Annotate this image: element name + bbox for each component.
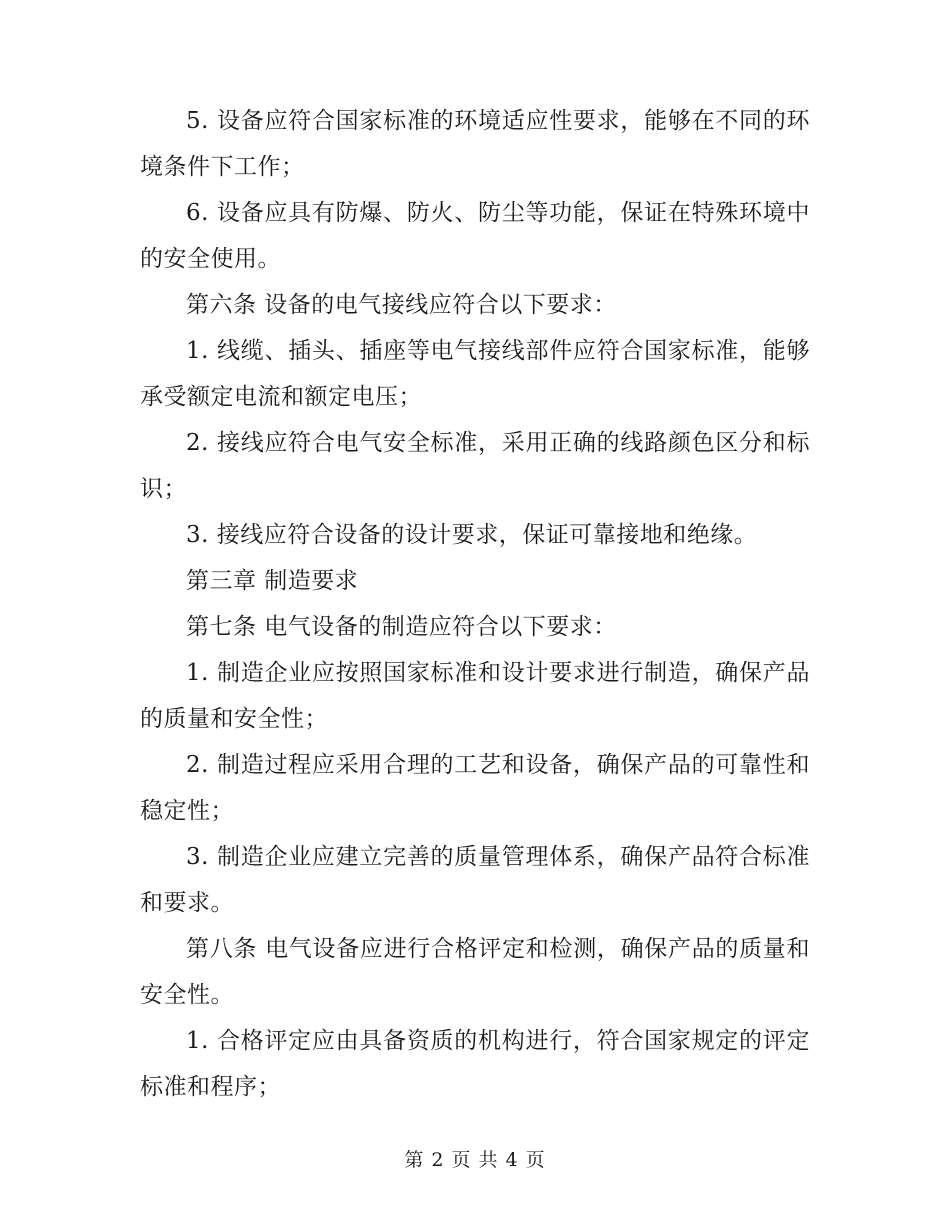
document-body: [140, 98, 810, 1110]
paragraph-article-8: 第八条 电气设备应进行合格评定和检测，确保产品的质量和安全性。: [140, 936, 810, 1008]
paragraph-article-7: 第七条 电气设备的制造应符合以下要求：: [186, 614, 617, 640]
paragraph-article-6: 第六条 设备的电气接线应符合以下要求：: [186, 292, 617, 318]
chapter-heading-3: 第三章 制造要求: [186, 568, 359, 594]
paragraph-assessment-item-1: 1. 合格评定应由具备资质的机构进行，符合国家规定的评定标准和程序；: [140, 1028, 810, 1100]
page-number-footer: 第 2 页 共 4 页: [404, 1149, 546, 1171]
paragraph-wiring-item-1: 1. 线缆、插头、插座等电气接线部件应符合国家标准，能够承受额定电流和额定电压；: [140, 338, 810, 410]
paragraph-item-5-environment: 5. 设备应符合国家标准的环境适应性要求，能够在不同的环境条件下工作；: [140, 108, 810, 180]
paragraph-wiring-item-3: 3. 接线应符合设备的设计要求，保证可靠接地和绝缘。: [186, 522, 758, 548]
paragraph-wiring-item-2: 2. 接线应符合电气安全标准，采用正确的线路颜色区分和标识；: [140, 430, 810, 502]
paragraph-manufacturing-item-3: 3. 制造企业应建立完善的质量管理体系，确保产品符合标准和要求。: [140, 844, 810, 916]
paragraph-manufacturing-item-2: 2. 制造过程应采用合理的工艺和设备，确保产品的可靠性和稳定性；: [140, 752, 810, 824]
paragraph-manufacturing-item-1: 1. 制造企业应按照国家标准和设计要求进行制造，确保产品的质量和安全性；: [140, 660, 810, 732]
paragraph-item-6-explosion-proof: 6. 设备应具有防爆、防火、防尘等功能，保证在特殊环境中的安全使用。: [140, 200, 810, 272]
